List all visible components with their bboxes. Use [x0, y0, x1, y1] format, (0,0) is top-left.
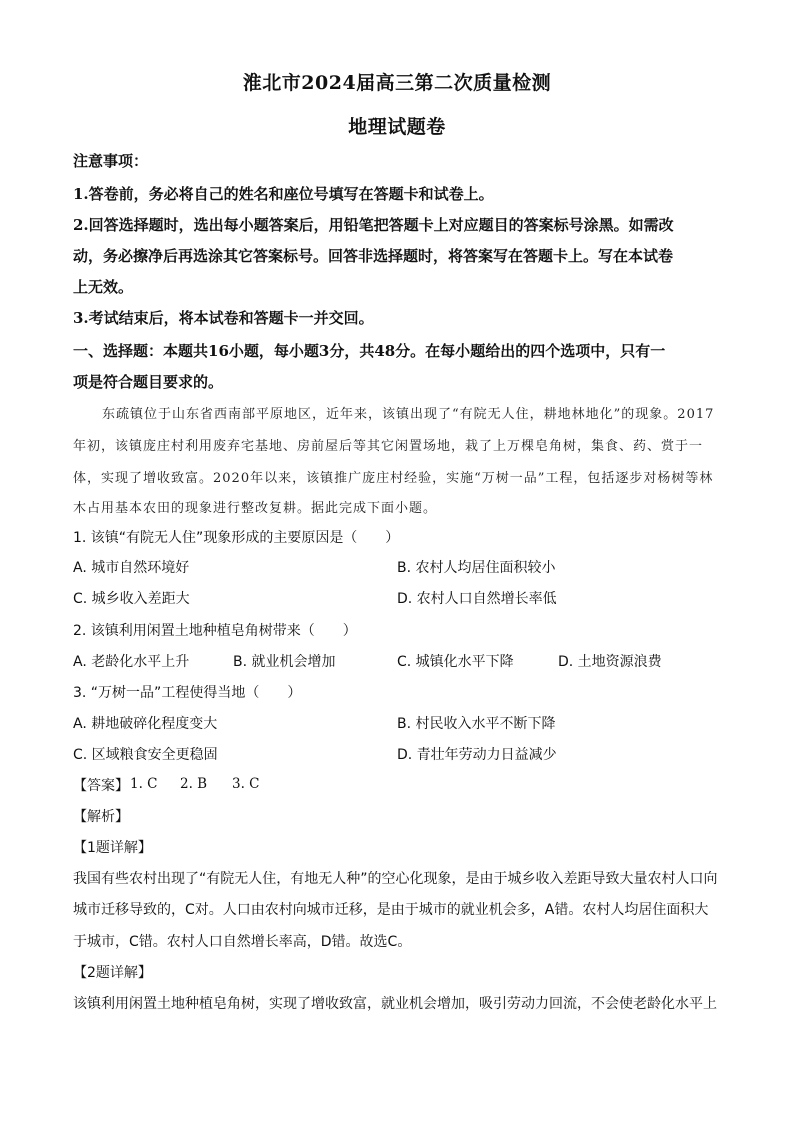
- question-2-option-c: C. 城镇化水平下降: [397, 654, 514, 670]
- passage-line-2: 年初，该镇庞庄村利用废弃宅基地、房前屋后等其它闲置场地，栽了上万棵皂角树，集食、药、赏于一: [73, 439, 704, 454]
- detail-2-tag: 【2题详解】: [73, 965, 152, 981]
- question-1-stem: 1. 该镇“有院无人住”现象形成的主要原因是（ ）: [73, 530, 400, 546]
- detail-2-line-1: 该镇利用闲置土地种植皂角树，实现了增收致富，就业机会增加，吸引劳动力回流，不会使老龄化水平上: [73, 996, 717, 1012]
- question-1-option-c: C. 城乡收入差距大: [73, 591, 190, 607]
- answer-tag: 【答案】: [73, 778, 129, 794]
- question-1-option-d: D. 农村人口自然增长率低: [397, 591, 557, 607]
- note-2-line-2: 动，务必擦净后再选涂其它答案标号。回答非选择题时，将答案写在答题卡上。写在本试卷: [73, 247, 674, 265]
- note-2-line-3: 上无效。: [73, 278, 134, 296]
- question-2-option-d: D. 土地资源浪费: [558, 654, 662, 670]
- question-2-option-a: A. 老龄化水平上升: [73, 654, 190, 670]
- note-1: 1.答卷前，务必将自己的姓名和座位号填写在答题卡和试卷上。: [73, 185, 494, 203]
- question-3-option-d: D. 青壮年劳动力日益减少: [397, 747, 557, 763]
- passage-line-1: 东疏镇位于山东省西南部平原地区，近年来，该镇出现了“有院无人住，耕地林地化”的现象。2017: [102, 407, 715, 422]
- exam-title: 淮北市2024届高三第二次质量检测: [242, 72, 552, 94]
- question-3-option-a: A. 耕地破碎化程度变大: [73, 716, 218, 732]
- note-2-line-1: 2.回答选择题时，选出每小题答案后，用铅笔把答题卡上对应题目的答案标号涂黑。如需改: [73, 216, 674, 234]
- passage-line-4: 木占用基本农田的现象进行整改复耕。据此完成下面小题。: [73, 501, 438, 516]
- question-3-stem: 3. “万树一品”工程使得当地（ ）: [73, 685, 302, 701]
- note-3: 3.考试结束后，将本试卷和答题卡一并交回。: [73, 309, 374, 327]
- answer-2: 2. B: [180, 776, 208, 792]
- question-2-stem: 2. 该镇利用闲置土地种植皂角树带来（ ）: [73, 623, 357, 639]
- detail-1-line-2: 城市迁移导致的，C对。人口由农村向城市迁移，是由于城市的就业机会多，A错。农村人均居住面积大: [73, 902, 709, 918]
- question-3-option-b: B. 村民收入水平不断下降: [397, 716, 556, 732]
- passage-line-3: 体，实现了增收致富。2020年以来，该镇推广庞庄村经验，实施“万树一品”工程，包括逐步对杨树等林: [73, 471, 714, 486]
- analysis-tag: 【解析】: [73, 809, 129, 825]
- answer-1: 1. C: [130, 776, 158, 792]
- section-heading-line-1: 一、选择题：本题共16小题，每小题3分，共48分。在每小题给出的四个选项中，只有一: [73, 342, 666, 360]
- question-1-option-b: B. 农村人均居住面积较小: [397, 560, 556, 576]
- question-1-option-a: A. 城市自然环境好: [73, 560, 190, 576]
- exam-subtitle: 地理试题卷: [348, 116, 446, 138]
- notes-heading: 注意事项：: [73, 152, 149, 170]
- question-3-option-c: C. 区域粮食安全更稳固: [73, 747, 218, 763]
- detail-1-line-1: 我国有些农村出现了“有院无人住，有地无人种”的空心化现象，是由于城乡收入差距导致大量农村人口向: [73, 871, 718, 887]
- detail-1-line-3: 于城市，C错。农村人口自然增长率高，D错。故选C。: [73, 934, 412, 950]
- answer-3: 3. C: [232, 776, 260, 792]
- detail-1-tag: 【1题详解】: [73, 840, 152, 856]
- question-2-option-b: B. 就业机会增加: [233, 654, 336, 670]
- section-heading-line-2: 项是符合题目要求的。: [73, 373, 224, 391]
